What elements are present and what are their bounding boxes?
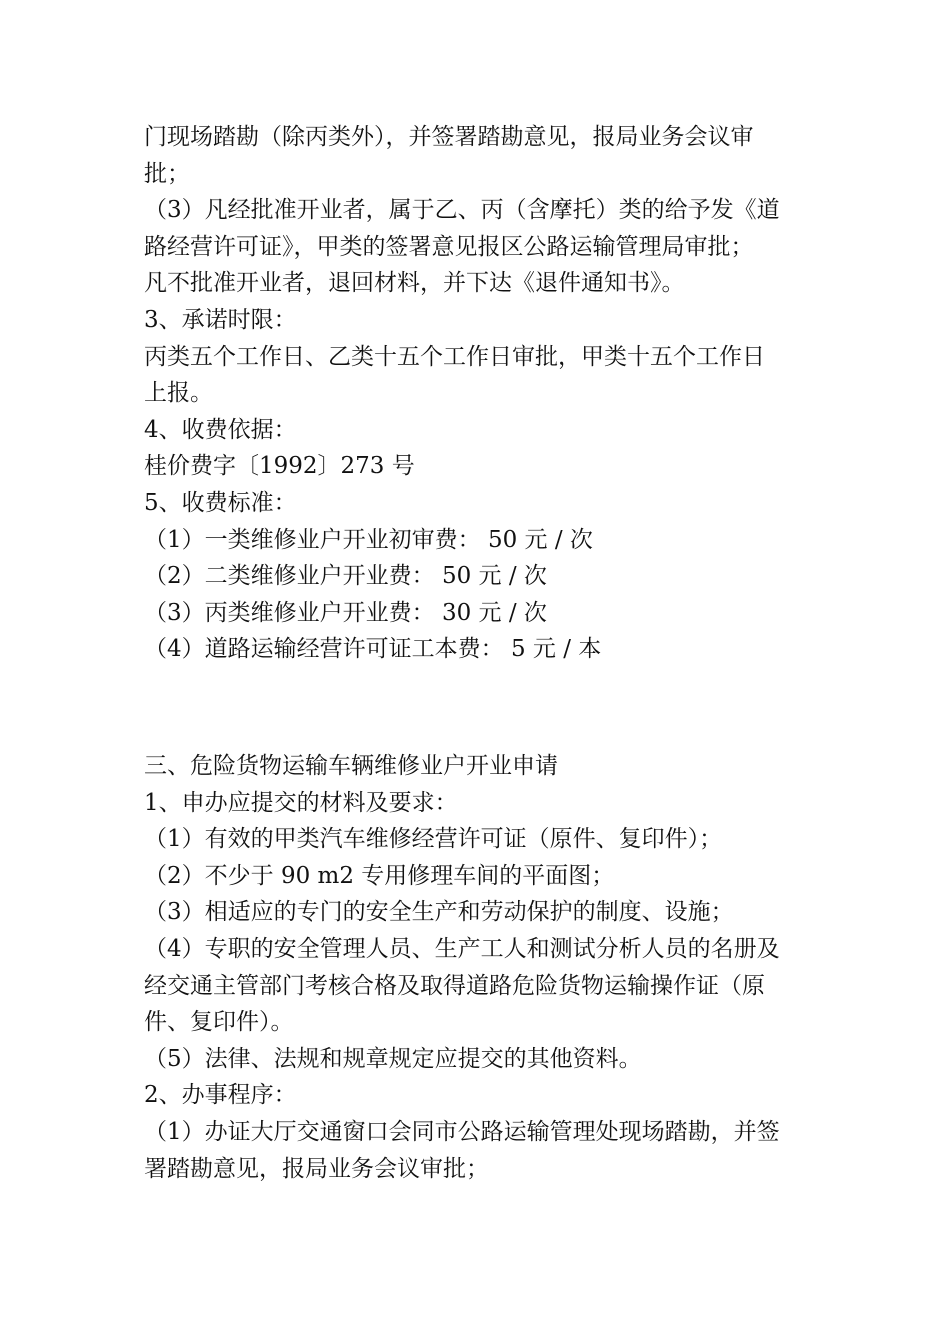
list-item: （1）有效的甲类汽车维修经营许可证（原件、复印件）； [144, 826, 723, 853]
text-line: （3）凡经批准开业者，属于乙、丙（含摩托）类的给予发《道 [144, 197, 780, 224]
list-item: （2）不少于 90 m2 专用修理车间的平面图； [144, 862, 615, 889]
list-item: （5）法律、法规和规章规定应提交的其他资料。 [144, 1045, 642, 1072]
text-line: 件、复印件）。 [144, 1009, 294, 1036]
fee-item: （2）二类维修业户开业费： 50 元 / 次 [144, 563, 547, 590]
heading-materials: 1、申办应提交的材料及要求： [144, 789, 458, 816]
text-line: 桂价费字〔1992〕273 号 [144, 453, 415, 480]
text-line: 上报。 [144, 380, 213, 407]
heading-procedure: 2、办事程序： [144, 1082, 297, 1109]
text-line: 经交通主管部门考核合格及取得道路危险货物运输操作证（原 [144, 972, 765, 999]
text-line: 署踏勘意见，报局业务会议审批； [144, 1155, 489, 1182]
text-line: 丙类五个工作日、乙类十五个工作日审批，甲类十五个工作日 [144, 343, 765, 370]
list-item: （4）专职的安全管理人员、生产工人和测试分析人员的名册及 [144, 935, 780, 962]
heading-fee-standard: 5、收费标准： [144, 489, 297, 516]
text-line: 批； [144, 160, 190, 187]
list-item: （3）相适应的专门的安全生产和劳动保护的制度、设施； [144, 899, 734, 926]
text-section-top [144, 119, 814, 668]
text-line: 门现场踏勘（除丙类外），并签署踏勘意见，报局业务会议审 [144, 124, 754, 150]
heading-fee-basis: 4、收费依据： [144, 416, 297, 443]
text-section-bottom [144, 748, 814, 1187]
fee-item: （1）一类维修业户开业初审费： 50 元 / 次 [144, 526, 593, 553]
fee-item: （4）道路运输经营许可证工本费： 5 元 / 本 [144, 636, 602, 663]
text-line: 凡不批准开业者，退回材料，并下达《退件通知书》。 [144, 270, 685, 297]
fee-item: （3）丙类维修业户开业费： 30 元 / 次 [144, 599, 547, 626]
section-heading: 三、危险货物运输车辆维修业户开业申请 [144, 753, 558, 779]
text-line: 路经营许可证》，甲类的签署意见报区公路运输管理局审批； [144, 233, 754, 260]
heading-commitment-time: 3、承诺时限： [144, 306, 297, 333]
list-item: （1）办证大厅交通窗口会同市公路运输管理处现场踏勘，并签 [144, 1118, 780, 1145]
